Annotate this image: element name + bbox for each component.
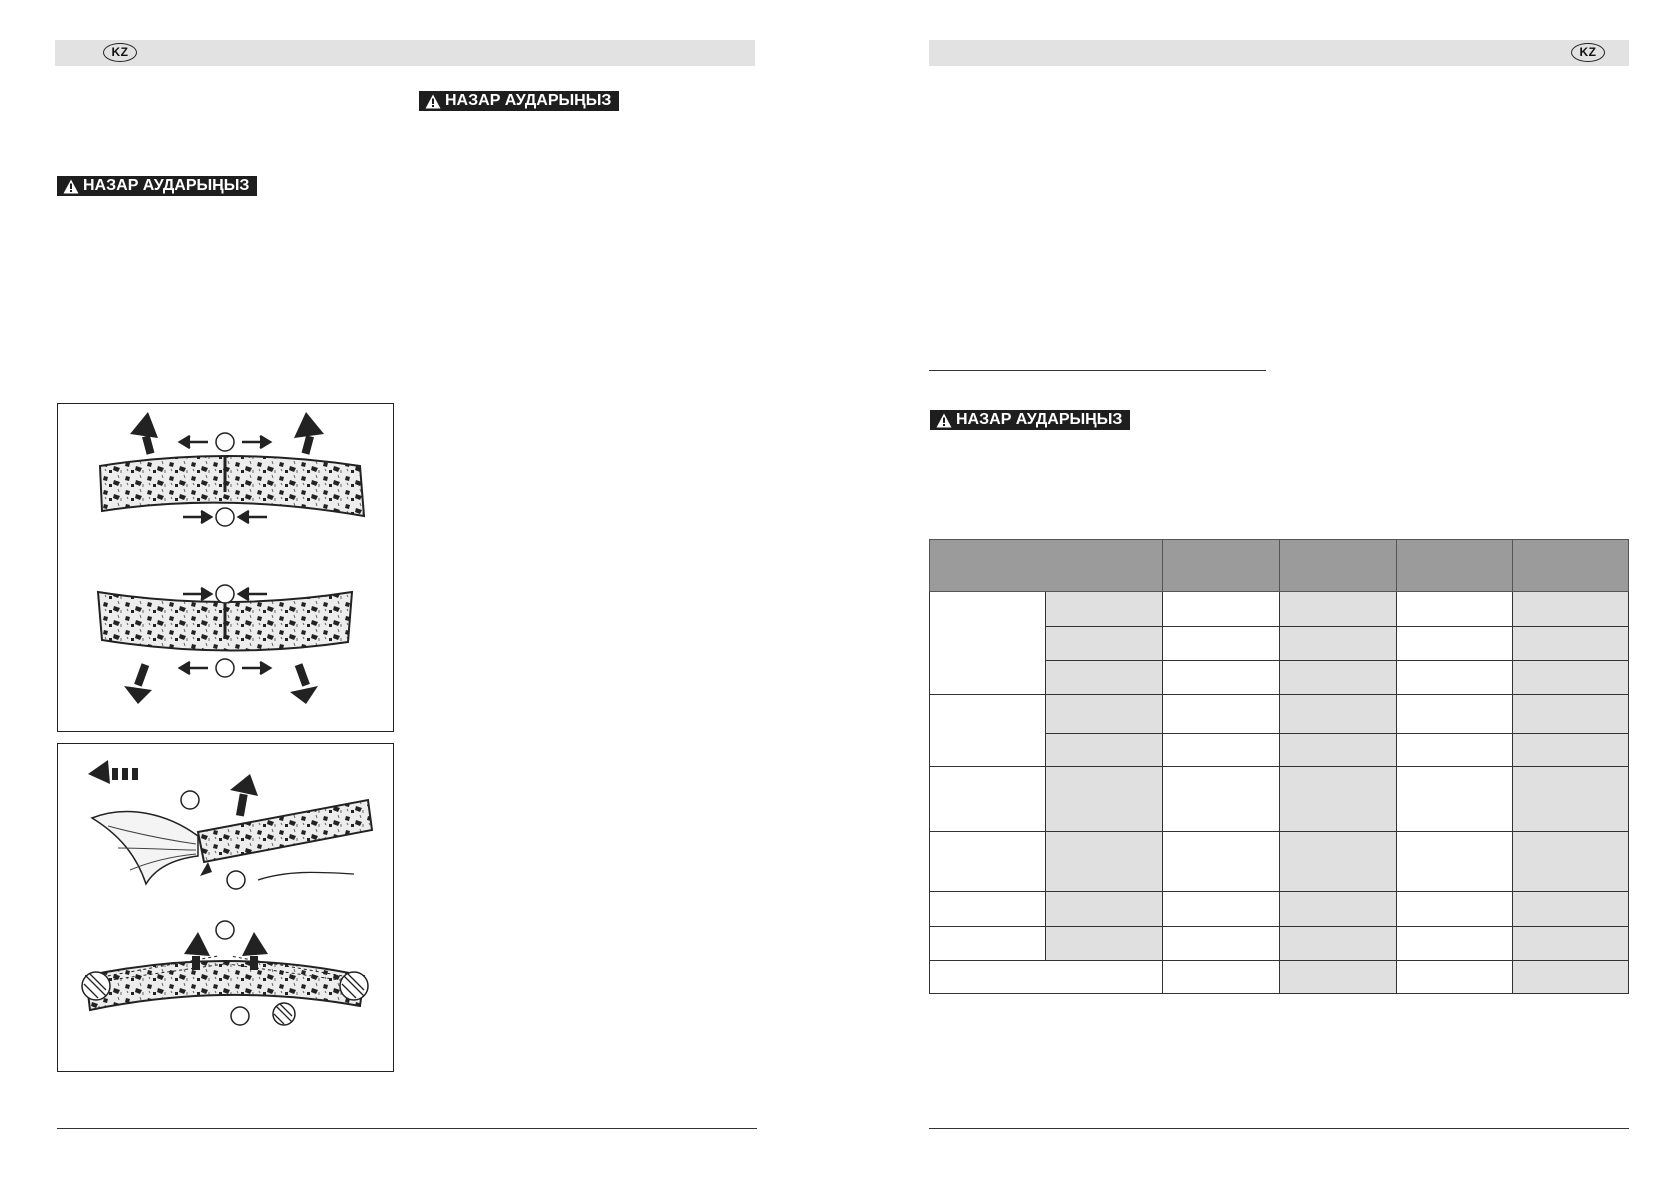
table-cell [1280,892,1397,927]
language-badge: KZ [103,43,137,62]
table-cell [1280,661,1397,695]
table-cell [1397,695,1513,734]
page-header-bar [929,40,1629,66]
pinch-kickback-diagram [58,744,393,1071]
table-cell [1163,767,1280,832]
table-cell [1163,892,1280,927]
kickback-zones-diagram [58,404,393,731]
table-cell [1513,592,1629,627]
table-cell [1046,832,1163,892]
table-cell [1397,892,1513,927]
language-badge: KZ [1571,43,1605,62]
table-cell [1513,927,1629,961]
table-cell [1163,627,1280,661]
table-cell [1046,627,1163,661]
table-cell [1280,627,1397,661]
table-cell [1397,661,1513,695]
table-cell [1163,661,1280,695]
table-header-cell [930,540,1163,592]
table-cell [1280,592,1397,627]
table-cell [1513,695,1629,734]
table-cell [930,892,1046,927]
table-cell [1397,592,1513,627]
warning-text: НАЗАР АУДАРЫҢЫЗ [83,177,250,194]
table-row [930,892,1629,927]
table-cell [1046,695,1163,734]
page-header-bar [55,40,755,66]
table-cell [1280,961,1397,994]
page-footer-rule [929,1128,1629,1129]
table-header-row [930,540,1629,592]
table-row [930,832,1629,892]
warning-triangle-icon [425,94,441,109]
table-cell [1280,734,1397,767]
table-cell [1046,734,1163,767]
table-row [930,927,1629,961]
table-cell [1513,661,1629,695]
spec-table [929,539,1629,994]
table-cell [1163,927,1280,961]
table-cell [1163,592,1280,627]
table-cell [930,927,1046,961]
table-cell [1046,661,1163,695]
table-cell [1280,832,1397,892]
table-cell [1280,695,1397,734]
table-cell [1046,927,1163,961]
table-header-cell [1163,540,1280,592]
table-row [930,767,1629,832]
table-cell [930,832,1046,892]
table-cell [1163,961,1280,994]
warning-text: НАЗАР АУДАРЫҢЫЗ [956,411,1123,428]
table-cell [1397,627,1513,661]
table-header-cell [1513,540,1629,592]
table-cell [1163,695,1280,734]
table-cell [1397,832,1513,892]
table-cell [930,961,1163,994]
pinch-figure [57,743,394,1072]
table-cell [1397,961,1513,994]
table-cell [1163,734,1280,767]
table-cell [1046,892,1163,927]
table-cell [1513,734,1629,767]
table-header-cell [1280,540,1397,592]
table-row [930,961,1629,994]
table-cell [1513,767,1629,832]
table-cell [1397,767,1513,832]
table-cell [1163,832,1280,892]
table-cell [1397,734,1513,767]
section-divider [929,370,1266,371]
table-cell [1513,892,1629,927]
table-cell [1280,927,1397,961]
table-cell [1513,832,1629,892]
table-cell [1280,767,1397,832]
log-tension-figure [57,403,394,732]
table-cell [1513,627,1629,661]
warning-triangle-icon [63,179,79,194]
warning-label [57,176,257,196]
table-row [930,695,1629,734]
table-cell [930,767,1046,832]
warning-text: НАЗАР АУДАРЫҢЫЗ [445,92,612,109]
table-header-cell [1397,540,1513,592]
table-cell [930,592,1046,695]
warning-label [419,91,619,111]
warning-label [930,410,1130,430]
table-row [930,592,1629,627]
table-cell [1046,592,1163,627]
table-cell [930,695,1046,767]
right-page [839,0,1678,1191]
table-cell [1513,961,1629,994]
table-cell [1397,927,1513,961]
table-cell [1046,767,1163,832]
warning-triangle-icon [936,413,952,428]
page-footer-rule [57,1128,757,1129]
